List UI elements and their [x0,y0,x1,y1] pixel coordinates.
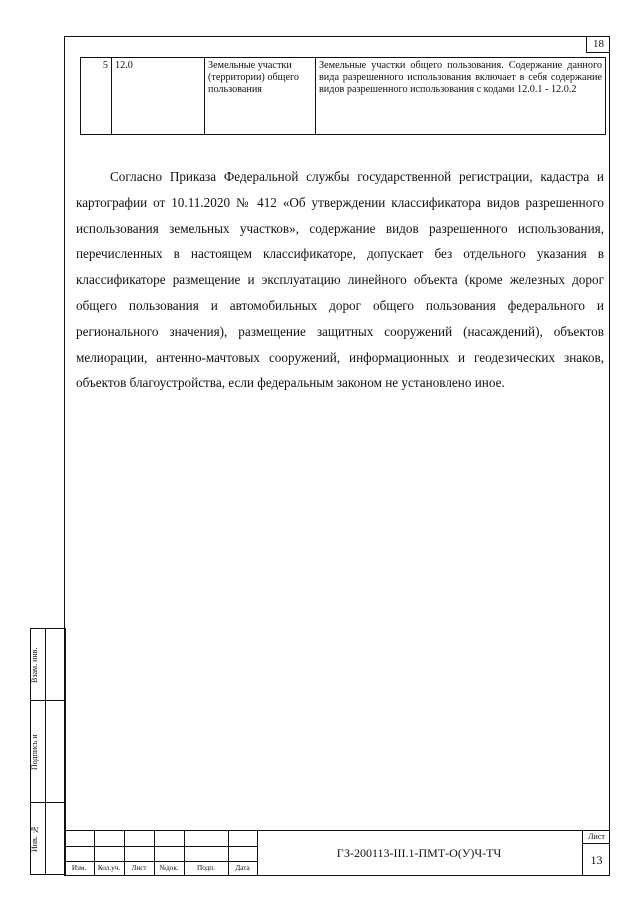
table-cell-code: 12.0 [111,57,205,135]
kol-uch-caption: Кол.уч. [97,864,121,872]
left-margin-divider [30,802,66,803]
list-caption: Лист [131,864,147,872]
inv-number-label: Инв. № [30,825,39,853]
page-number-top: 18 [586,36,610,53]
left-margin-divider [30,700,66,701]
data-caption: Дата [235,864,250,872]
document-code: ГЗ-200113-III.1-ПМТ-О(У)Ч-ТЧ [336,846,502,860]
table-cell-name: Земельные участки (территории) общего пользования [204,57,316,135]
table-cell-description: Земельные участки общего пользования. Содержание данного вида разрешенного использования включает в себя содержание видов разрешенного использования с кодами 12.0.1 - 12.0.2 [315,57,606,135]
table-cell-num: 5 [80,57,112,135]
podpis-label: Подпись и [30,734,39,770]
page-frame [64,36,610,876]
ndok-caption: №док. [159,864,179,872]
vzam-inv-label: Взам. инв. [30,647,39,683]
title-block-row-line [64,846,257,847]
sheet-number: 13 [582,844,610,876]
podp-caption: Подп. [197,864,215,872]
body-paragraph: Согласно Приказа Федеральной службы государственной регистрации, кадастра и картографии от 10.11.2020 № 412 «Об утверждении классификатора видов разрешенного использования земельных участков», содержание видов разрешенного использования, перечисленных в настоящем классификаторе, допускает без отдельного указания в классификаторе размещение и эксплуатацию линейного объекта (кроме железных дорог общего пользования и автомобильных дорог общего пользования федерального и регионального значения), размещение защитных сооружений (насаждений), объектов мелиорации, антенно-мачтовых сооружений, информационных и геодезических знаков, объектов благоустройства, если федеральным законом не установлено иное. [76,169,604,391]
sheet-label: Лист [582,830,610,844]
izm-caption: Изм. [71,864,87,872]
